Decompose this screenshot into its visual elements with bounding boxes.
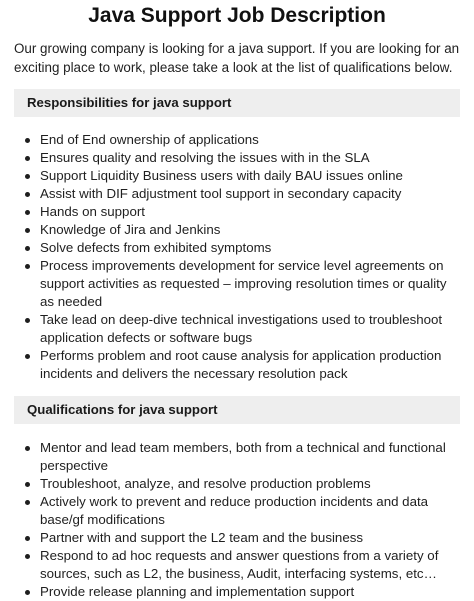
- list-item: Troubleshoot, analyze, and resolve production problems: [14, 475, 460, 493]
- page-title: Java Support Job Description: [88, 4, 386, 27]
- responsibilities-list: [14, 131, 460, 383]
- list-item: Mentor and lead team members, both from a technical and functional perspective: [14, 439, 460, 475]
- list-item: Take lead on deep-dive technical investigations used to troubleshoot application defects or software bugs: [14, 311, 460, 347]
- list-item: End of End ownership of applications: [14, 131, 460, 149]
- list-item: Process improvements development for service level agreements on support activities as requested – improving resolution times or quality as needed: [14, 257, 460, 311]
- qualifications-heading: Qualifications for java support: [14, 396, 460, 424]
- qualifications-list: [14, 439, 460, 601]
- list-item: Performs problem and root cause analysis for application production incidents and delivers the necessary resolution pack: [14, 347, 460, 383]
- list-item: Solve defects from exhibited symptoms: [14, 239, 460, 257]
- responsibilities-heading: Responsibilities for java support: [14, 89, 460, 117]
- list-item: Provide release planning and implementation support: [14, 583, 460, 601]
- list-item: Ensures quality and resolving the issues with in the SLA: [14, 149, 460, 167]
- list-item: Knowledge of Jira and Jenkins: [14, 221, 460, 239]
- list-item: Respond to ad hoc requests and answer questions from a variety of sources, such as L2, the business, Audit, interfacing systems, etc…: [14, 547, 460, 583]
- intro-paragraph: Our growing company is looking for a java support. If you are looking for an exciting place to work, please take a look at the list of qualifications below.: [14, 41, 460, 75]
- list-item: Partner with and support the L2 team and the business: [14, 529, 460, 547]
- list-item: Hands on support: [14, 203, 460, 221]
- list-item: Assist with DIF adjustment tool support in secondary capacity: [14, 185, 460, 203]
- list-item: Support Liquidity Business users with daily BAU issues online: [14, 167, 460, 185]
- list-item: Actively work to prevent and reduce production incidents and data base/gf modifications: [14, 493, 460, 529]
